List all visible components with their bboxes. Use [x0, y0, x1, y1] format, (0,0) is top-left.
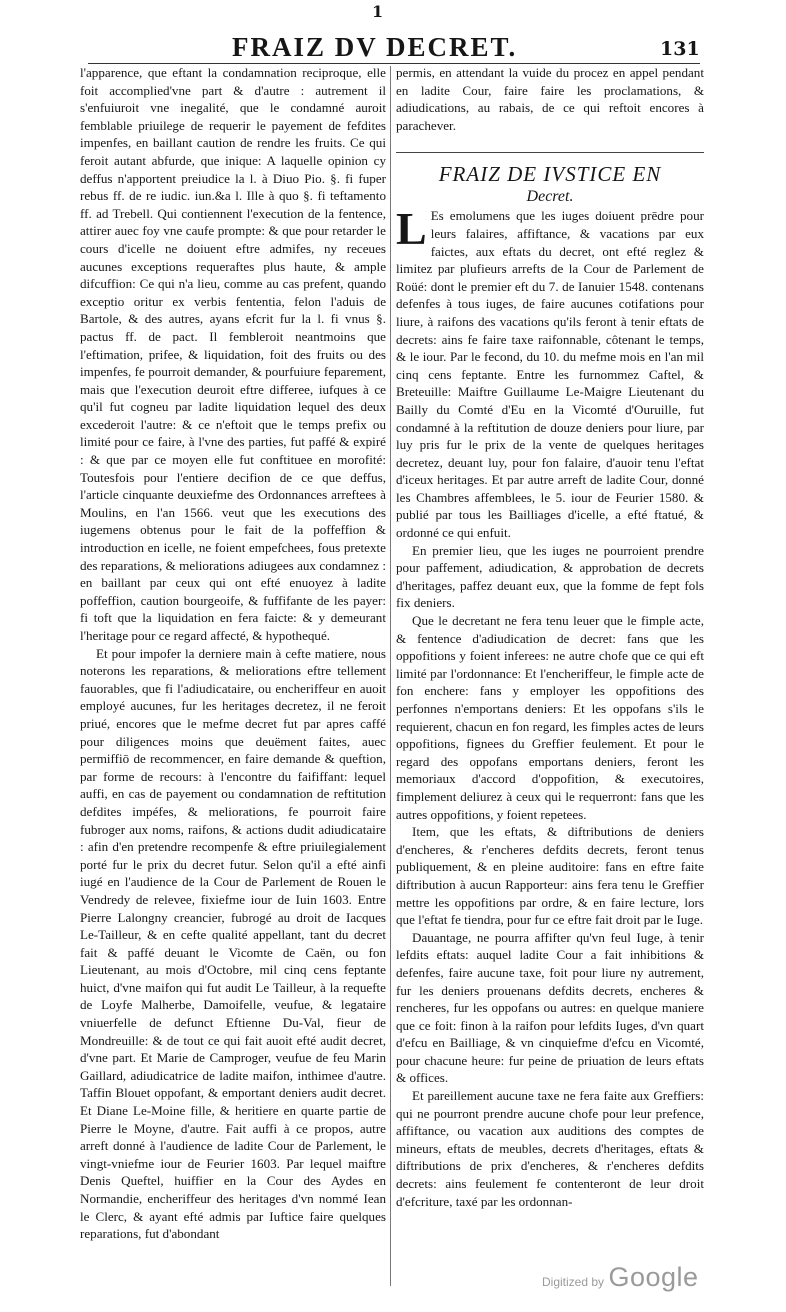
right-intro-paragraph: permis, en attendant la vuide du procez en appel pendant en ladite Cour, faire faire les proclamations, & adiudications, au rabais, de ce qui reftoit encores à parachever. — [396, 65, 704, 133]
left-paragraph: Et pour impofer la derniere main à cefte matiere, nous noterons les reparations, & meliorations eftre tellement fauorables, que fi l'adiudicataire, ou encheriffeur en auoit employé aucunes, fur les heritages decretez, il ne feroit priué, encores que le mefme decret fut par apres caffé pour diligences moins que deuëment faites, auec permiffiō de recommencer, en faire demande & queftion, par forme de recours: à l'encontre du faififfant: lequel auffi, en cas de payement ou condamnation de reftitution defdites impéfes, & meliorations, fe pourroit faire fubroger aux noms, raifons, & actions dudit adiudicataire : afin d'en pretendre recompenfe & eftre priuilegialement porté fur le prix du decret futur. Selon qu'il a efté ainfi iugé en l'audience de la Cour de Parlement de Rouen le Vendredy de relevee, fixiefme iour de Iuin 1603. Entre Pierre Lalongny creancier, fubrogé au droit de Iacques Le-Tailleur, & en cefte qualité appellant, tant du decret fait & paffé deuant le Vicomte de Caën, ou fon Lieutenant, au mois d'Octobre, mil cinq cens feptante huict, d'vne maifon qui fut audit Le Tailleur, à la requefte de Loyfe Malherbe, Damoifelle, veufue, & legataire vniuerfelle de defunct Eftienne Du-Val, fieur de Mondreuille: & de tout ce qui fait auoit efté audit decret, d'vne part. Et Marie de Camproger, veufue de feu Marin Gaillard, adiudicatrice de ladite maifon, inthimee d'autre. Taffin Blouet oppofant, & emportant deniers audit decret. Et Diane Le-Moine fille, & heritiere en quarte partie de Pierre le Moyne, d'autre. Fait auffi à ce propos, autre arreft donné à l'audience de ladite Cour de Parlement, le vingt-vniefme iour de Feurier 1603. Par lequel maiftre Denis Queftel, huiffier en la Cour des Aydes en Normandie, encheriffeur des heritages d'vn nommé Iean le Clerc, & ayant efté admis par Iuftice faire quelques reparations, fut d'abondant — [80, 645, 386, 1242]
running-head: FRAIZ DV DECRET. — [232, 32, 518, 62]
right-paragraph: Dauantage, ne pourra affifter qu'vn feul Iuge, à tenir lefdits eftats: auquel ladite Cour a fait inhibitions & defenfes, faire aucune taxe, foit pour liure ny autrement, fur les deniers prouenans defdits decrets, encheres & rencheres, fur les oppofans ou autres: en quelque maniere que ce foit: finon à la raifon pour lefdits Iuges, d'vn quart d'efcu en Bailliage, & vn cinquiefme d'efcu en Vicomté, pour chacune heure: fur peine de priuation de leurs eftats & offices. — [396, 929, 704, 1086]
right-paragraph: Que le decretant ne fera tenu leuer que le fimple acte, & fentence d'adiudication de decret: fans que les oppofitions y foient inferees: ne autre chofe que ce qui eft limité par l'ordonnance: Et l'encheriffeur, le fimple acte de fon enchere: fans y employer les oppofitions des perfonnes n'emportans deniers: Et les oppofans s'ils le requierent, chacun en fon regard, les fimples actes de leurs oppofitions, fignees du Greffier feulement. Et pour le regard des oppofans emportans deniers, feront les memoriaux d'accord d'oppofition, & executoires, fimplement deliurez à ceux qui le requerront: fans que les autres oppofitions, y foient repetees. — [396, 613, 704, 822]
section-title: FRAIZ DE IVSTICE EN — [438, 162, 662, 187]
left-paragraph: l'apparence, que eftant la condamnation reciproque, elle foit accomplied'vne part & d'autre : autrement il s'enfuiuroit vne inegalité, que le condamné auroit femblable priuilege de requerir le payement de fefdites impenfes, en baillant caution de rendre les fruits. Ce qui feroit autant abfurde, que inique: A laquelle opinion cy deffus n'apportent preiudice la l. à Diuo Pio. §. fi fuper rebus ff. de re iudic. iun.&a l. Ille à quo §. fi teftamento ff. ad Trebell. Qui contiennent l'execution de la fentence, attirer auec foy vne caufe prompte: & que pour retarder le cours d'icelle ne doiuent eftre admifes, ny receues aucunes exceptions requeraftes plus haute, & ample difcuffion: Ce qui n'a lieu, comme au cas prefent, quando exceptio oritur ex verbis fententia, felon l'aduis de Bartole, & des autres, ayans efcrit fur la l. fi vnus §. pactus ff. de pact. Il fembleroit neantmoins que l'eftimation, prifee, & liquidation, foit des fruits ou des impenfes, fe pourroit demander, & pourfuiure feparement, mais que l'execution deuroit eftre differee, iufques à ce qu'il fut cogneu par ladite liquidation lequel des deux excederoit l'autre: & ce n'eftoit que le temps prefix ou limité pour ce faire, à l'vne des parties, fut paffé & expiré : & que par ce moyen elle fut conftituee en morofité: Toutesfois pour l'entiere decifion de ce que deffus, l'article cinquante deuxiefme des Ordonnances arreftees à Moulins, en l'an 1566. veut que les executions des iugemens obtenus pour le fait de la poffeffion & introduction en icelle, ne foient empefchees, fous pretexte des reparations, & meliorations adiugees aux condamnez : en baillant par ceux qui ont efté enuoyez à ladite poffeffion, caution bourgeoife, & fuffifante de les payer: fi toft que la liquidation en fera faicte: & y demeurant l'heritage pour ce regard affecté, & hypothequé. — [80, 65, 386, 643]
first-paragraph-text: Es emolumens que les iuges doiuent prēdre pour leurs falaires, affiftance, & vacations par eux faictes, aux eftats du decret, ont efté reglez & limitez par plufieurs arrefts de la Cour de Parlement de Roüé: dont le premier eft du 7. de Ianuier 1548. contenans defenfes à tous iuges, de faire aucunes cotifations pour liure, à raifons des vacations qu'ils feront à tenir eftats de decrets: ains fe faire taxe raifonnable, côtenant le temps, & le iour. Par le fecond, du 10. du mefme mois en l'an mil cinq cens feptante. Entre les furnommez Caftel, & Breteuille: Maiftre Guillaume Le-Maigre Lieutenant du Bailly du Comté d'Eu en la Vicomté d'Ouruille, fut condamné à la reftitution de douze deniers pour liure, par luy pris fur le prix de la vente de quelques heritages decretez, deuant luy, pour fon falaire, d'auoir tenu l'eftat d'iceux heritages. Et par autre arreft de ladite Cour, donné les Chambres affemblees, le 5. iour de Feurier 1580. & publié par tous les Bailliages d'icelle, a efté ftatué, & ordonné ce qui enfuit. — [396, 208, 704, 541]
left-column — [80, 64, 386, 1243]
digitized-by-label: Digitized by — [542, 1275, 605, 1289]
column-divider — [390, 66, 391, 1286]
section-subtitle: Decret. — [526, 188, 574, 206]
drop-cap: L — [396, 203, 427, 255]
section-first-paragraph — [396, 203, 704, 541]
right-paragraph: Item, que les eftats, & diftributions de deniers d'encheres, & r'encheres defdits decrets, feront tenus publiquement, & en pleine auditoire: fans en eftre faite diftribution à aucun Rapporteur: ains fera tenu le Greffier mettre les oppofitions par ordre, & en faire lecture, lors que l'eftat fe tiendra, pour fur ce eftre fait droit par le Iuge. — [396, 824, 704, 928]
right-paragraph: Et pareillement aucune taxe ne fera faite aux Greffiers: qui ne pourront prendre aucune chofe pour leur prefence, affiftance, ou vacation aux auditions des comptes de mineurs, eftats de meubles, decrets d'heritages, eftats & diftributions de prix d'encheres, & r'encheres defdits decrets: ains feulement fe contenteront de leur droit d'efcriture, taxé par les ordonnan- — [396, 1088, 704, 1209]
right-column — [396, 64, 704, 1210]
section-heading — [396, 152, 704, 207]
digitized-watermark — [542, 1262, 699, 1293]
google-logo: Google — [608, 1262, 699, 1292]
page-number: 131 — [660, 38, 700, 60]
right-paragraph: En premier lieu, que les iuges ne pourroient prendre pour paffement, adiudication, & approbation de decrets d'heritages, paffez deuant eux, que la fomme de fept fols fix deniers. — [396, 542, 704, 611]
page-top-mark: 1 — [372, 2, 384, 21]
